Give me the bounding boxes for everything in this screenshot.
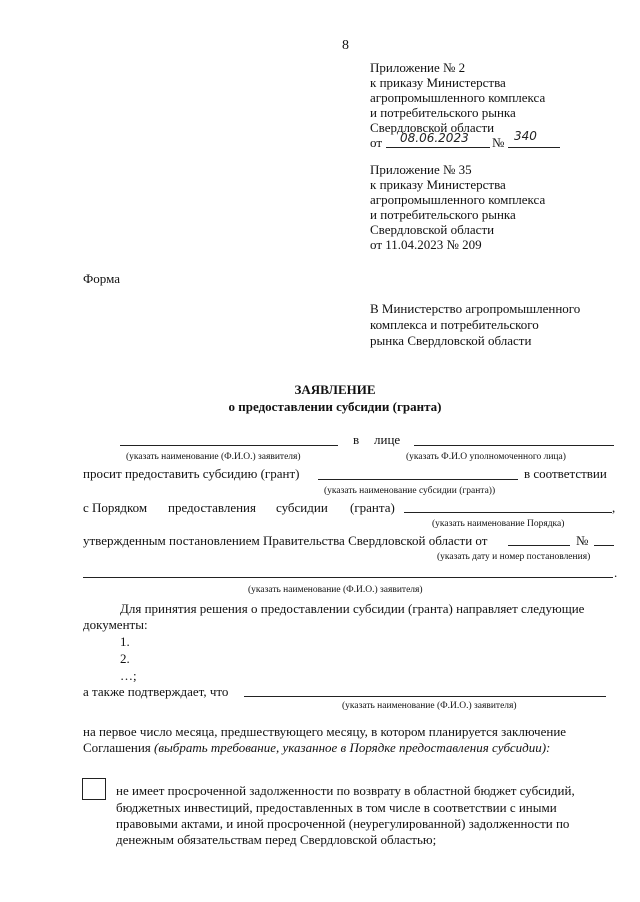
subsidy-name-field[interactable]	[318, 479, 518, 480]
applicant-full-name-field[interactable]	[83, 577, 613, 578]
check-text-line3: правовыми актами, и иной просроченной (неурегулированной) задолженности по	[116, 816, 570, 831]
decree-number-field[interactable]	[594, 545, 614, 546]
check-text-line4: денежным обязательствам перед Свердловской областью;	[116, 832, 437, 847]
no-debt-checkbox[interactable]	[82, 778, 106, 800]
in-face-word1: в	[353, 432, 360, 447]
applicant-confirm-field[interactable]	[244, 696, 606, 697]
first-day-line2-italic: (выбрать требование, указанное в Порядке предоставления субсидии):	[154, 740, 551, 755]
decree-date-field[interactable]	[508, 545, 570, 546]
appendix-35-line5: Свердловской области	[370, 222, 495, 237]
doc-list-item-3: …;	[120, 668, 137, 683]
appendix-35-line4: и потребительского рынка	[370, 207, 516, 222]
appendix-35-line6: от 11.04.2023 № 209	[370, 237, 482, 252]
appendix-2-line5: Свердловской области	[370, 120, 495, 135]
representative-name-field[interactable]	[414, 445, 614, 446]
also-confirms-text: а также подтверждает, что	[83, 684, 229, 699]
hint-subsidy: (указать наименование субсидии (гранта))	[324, 486, 496, 496]
order-word-3: субсидии	[276, 500, 328, 515]
appendix-2-line1: Приложение № 2	[370, 60, 466, 75]
applicant-name-field[interactable]	[120, 445, 338, 446]
addressee-line3: рынка Свердловской области	[370, 333, 532, 348]
hint-representative: (указать Ф.И.О уполномоченного лица)	[406, 452, 566, 462]
appendix-2-number-handwritten: 340	[514, 129, 537, 143]
appendix-2-from-label: от	[370, 135, 383, 150]
page-number: 8	[342, 38, 349, 53]
approved-by-text: утвержденным постановлением Правительства Свердловской области от	[83, 533, 488, 548]
appendix-2-date-handwritten: 08.06.2023	[400, 131, 469, 145]
check-text-line2: бюджетных инвестиций, предоставленных в том числе в соответствии с иными	[116, 800, 557, 815]
appendix-35-line3: агропромышленного комплекса	[370, 192, 546, 207]
first-day-line2-plain: Соглашения	[83, 740, 151, 755]
appendix-2-line4: и потребительского рынка	[370, 105, 516, 120]
appendix-35-line2: к приказу Министерства	[370, 177, 506, 192]
applicant-period: .	[614, 565, 618, 580]
appendix-2-no-label: №	[492, 135, 505, 150]
docs-intro-line2: документы:	[83, 617, 148, 632]
doc-list-item-1: 1.	[120, 634, 130, 649]
document-title: ЗАЯВЛЕНИЕ	[294, 382, 376, 397]
addressee-line1: В Министерство агропромышленного	[370, 301, 581, 316]
appendix-2-date-line	[386, 147, 490, 148]
appendix-35-line1: Приложение № 35	[370, 162, 472, 177]
first-day-line2	[83, 740, 550, 756]
hint-applicant-3: (указать наименование (Ф.И.О.) заявителя)	[342, 701, 517, 711]
check-text-line1: не имеет просроченной задолженности по возврату в областной бюджет субсидий,	[116, 783, 575, 798]
order-word-2: предоставления	[168, 500, 256, 515]
appendix-2-line3: агропромышленного комплекса	[370, 90, 546, 105]
order-comma: ,	[612, 500, 616, 515]
appendix-2-line2: к приказу Министерства	[370, 75, 506, 90]
hint-applicant: (указать наименование (Ф.И.О.) заявителя)	[126, 452, 301, 462]
doc-list-item-2: 2.	[120, 651, 130, 666]
hint-applicant-2: (указать наименование (Ф.И.О.) заявителя)	[248, 585, 423, 595]
decree-no-sign: №	[576, 533, 589, 548]
first-day-line1: на первое число месяца, предшествующего месяцу, в котором планируется заключение	[83, 724, 567, 739]
appendix-2-number-line	[508, 147, 560, 148]
order-word-1: с Порядком	[83, 500, 148, 515]
asks-text: просит предоставить субсидию (грант)	[83, 466, 300, 481]
in-accordance-text: в соответствии	[524, 466, 607, 481]
addressee-line2: комплекса и потребительского	[370, 317, 539, 332]
order-name-field[interactable]	[404, 512, 612, 513]
form-label: Форма	[83, 271, 120, 286]
order-word-4: (гранта)	[350, 500, 395, 515]
hint-order: (указать наименование Порядка)	[432, 519, 565, 529]
document-subtitle: о предоставлении субсидии (гранта)	[228, 399, 442, 414]
hint-date: (указать дату и номер постановления)	[437, 552, 591, 562]
docs-intro-line1: Для принятия решения о предоставлении субсидии (гранта) направляет следующие	[120, 601, 585, 616]
in-face-word2: лице	[374, 432, 401, 447]
